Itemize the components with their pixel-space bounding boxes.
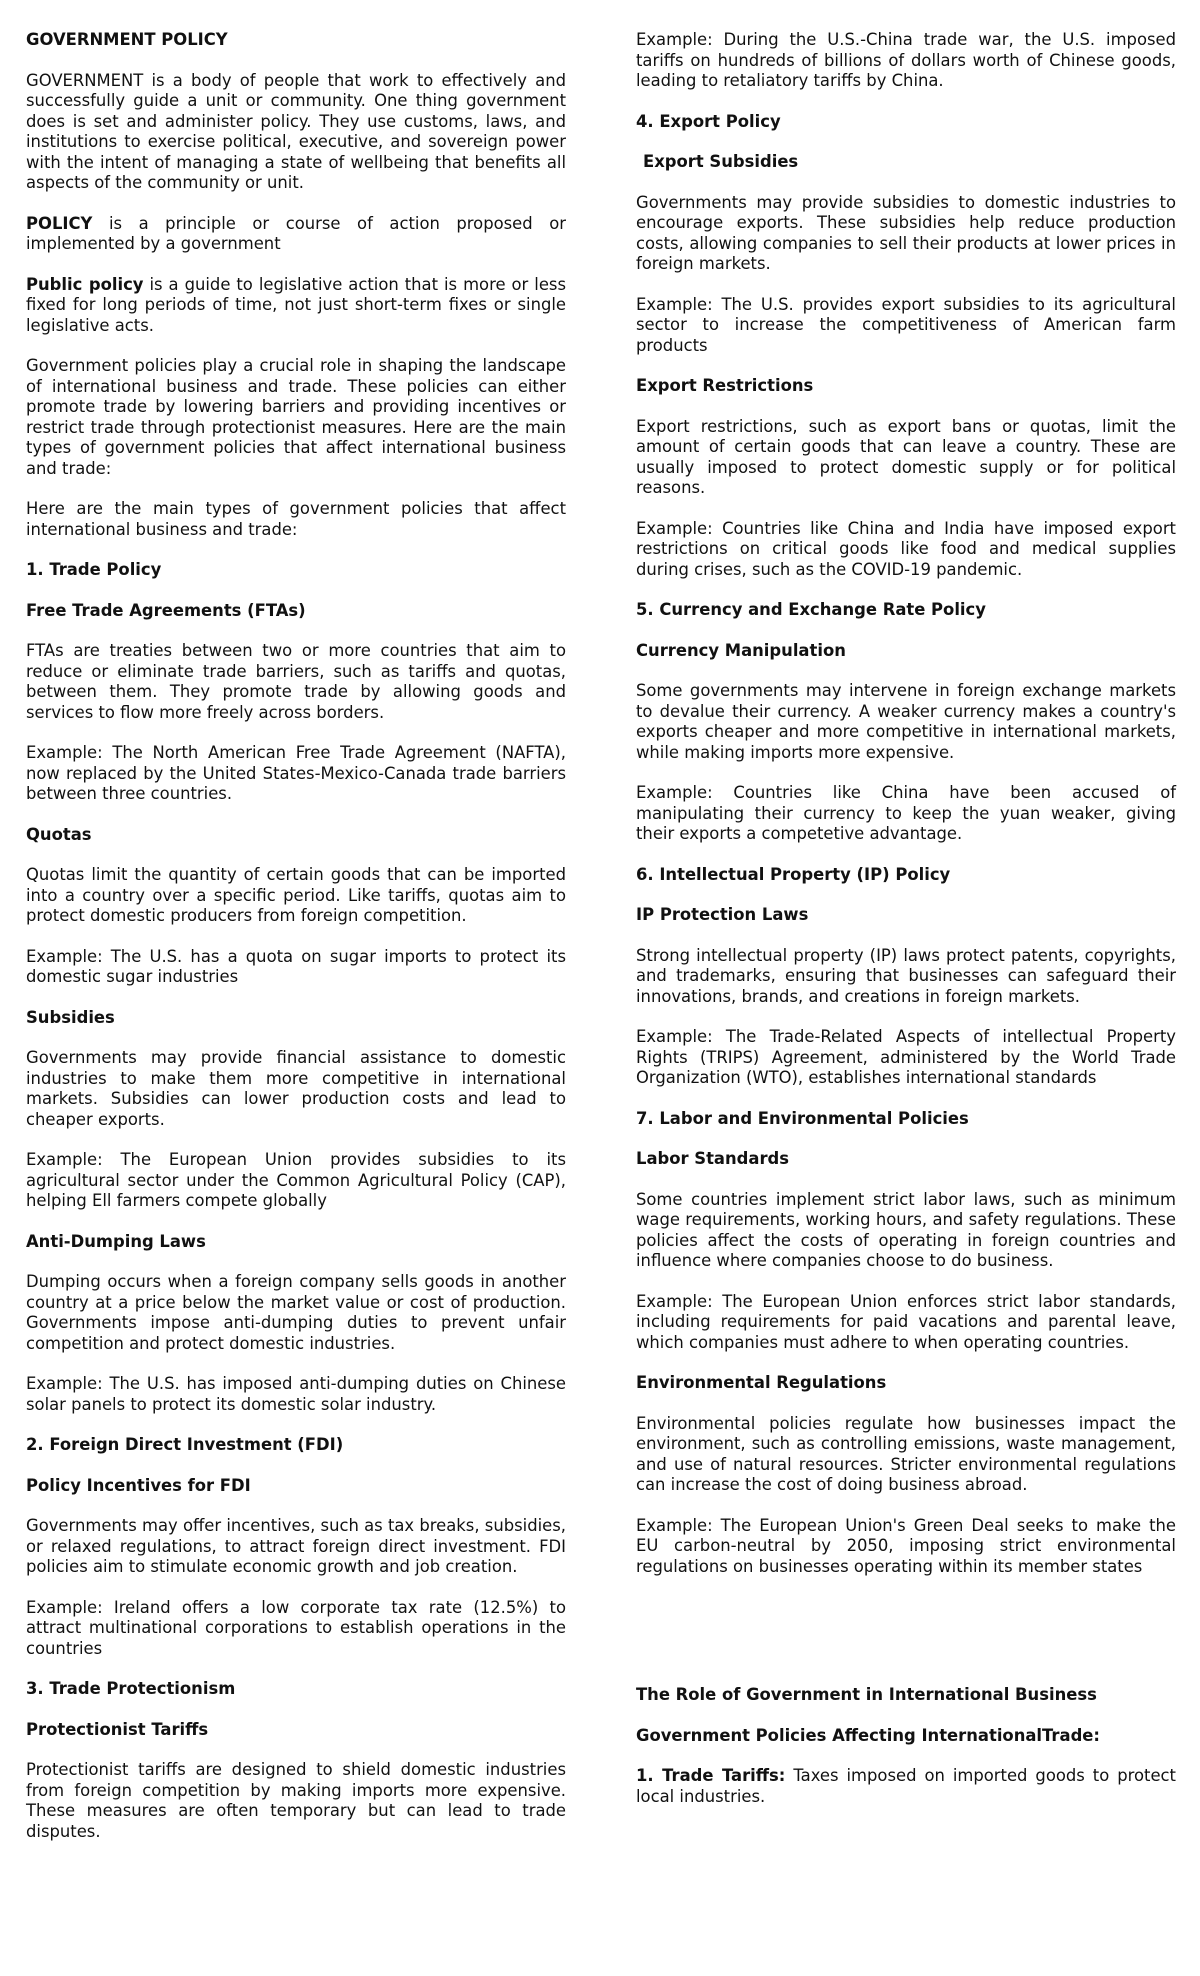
- public-policy-definition-text: is a guide to legislative action that is more or less fixed for long periods of time, not just short-term fixes or single legislative acts.: [26, 274, 566, 335]
- export-subsidies-body: Governments may provide subsidies to domestic industries to encourage exports. These subsidies help reduce production costs, allowing companies to sell their products at lower prices in foreign markets.: [636, 192, 1176, 273]
- section-heading-fdi: 2. Foreign Direct Investment (FDI): [26, 1435, 344, 1454]
- role-section: [636, 1685, 1176, 1807]
- subheading-ip-protection: IP Protection Laws: [636, 905, 809, 924]
- section-heading-role-of-government: The Role of Government in International Business: [636, 1685, 1097, 1704]
- quotas-example: Example: The U.S. has a quota on sugar imports to protect its domestic sugar industries: [26, 946, 566, 986]
- subheading-currency-manipulation: Currency Manipulation: [636, 640, 846, 660]
- fta-body: FTAs are treaties between two or more countries that aim to reduce or eliminate trade barriers, such as tariffs and quotas, between them. They promote trade by allowing goods and services to flow more freely across borders.: [26, 641, 566, 722]
- fta-example: Example: The North American Free Trade Agreement (NAFTA), now replaced by the United States-Mexico-Canada trade barriers between three countries.: [26, 743, 566, 803]
- subheading-subsidies: Subsidies: [26, 1007, 115, 1027]
- protectionist-tariffs-body: Protectionist tariffs are designed to shield domestic industries from foreign competition by making imports more expensive. These measures are often temporary but can lead to trade disputes.: [26, 1760, 566, 1841]
- environmental-example: Example: The European Union's Green Deal seeks to make the EU carbon-neutral by 2050, imposing strict environmental regulations on businesses operating within its member states: [636, 1515, 1176, 1576]
- subsidies-body: Governments may provide financial assistance to domestic industries to make them more competitive in international markets. Subsidies can lower production costs and lead to cheaper exports.: [26, 1048, 566, 1129]
- fdi-example: Example: Ireland offers a low corporate tax rate (12.5%) to attract multinational corporations to establish operations in the countries: [26, 1597, 566, 1658]
- subheading-labor-standards: Labor Standards: [636, 1149, 790, 1168]
- section-heading-currency-policy: 5. Currency and Exchange Rate Policy: [636, 600, 986, 619]
- right-column: [636, 30, 1176, 1827]
- labor-example: Example: The European Union enforces strict labor standards, including requirements for paid vacations and parental leave, which companies must adhere to when operating countries.: [636, 1291, 1176, 1352]
- public-policy-definition: [26, 275, 566, 337]
- trade-tariffs-item: [636, 1766, 1176, 1807]
- policy-term: POLICY: [26, 213, 93, 233]
- environmental-body: Environmental policies regulate how businesses impact the environment, such as controlling emissions, waste management, and use of natural resources. Stricter environmental regulations can increase the cost of doing business abroad.: [636, 1413, 1176, 1494]
- subheading-policies-affecting-trade: Government Policies Affecting InternationalTrade:: [636, 1725, 1100, 1745]
- overview-repeat-paragraph: Here are the main types of government policies that affect international business and trade:: [26, 499, 566, 539]
- subheading-fdi-incentives: Policy Incentives for FDI: [26, 1475, 251, 1495]
- quotas-body: Quotas limit the quantity of certain goods that can be imported into a country over a specific period. Like tariffs, quotas aim to protect domestic producers from foreign competition.: [26, 865, 566, 925]
- section-heading-ip-policy: 6. Intellectual Property (IP) Policy: [636, 864, 951, 884]
- ip-body: Strong intellectual property (IP) laws protect patents, copyrights, and trademarks, ensuring that businesses can safeguard their innovations, brands, and creations in foreign markets.: [636, 945, 1176, 1006]
- subheading-fta: Free Trade Agreements (FTAs): [26, 600, 306, 620]
- subheading-anti-dumping: Anti-Dumping Laws: [26, 1231, 206, 1251]
- trade-tariffs-term: 1. Trade Tariffs:: [636, 1766, 786, 1785]
- policy-definition-text: is a principle or course of action proposed or implemented by a government: [26, 213, 566, 253]
- anti-dumping-example: Example: The U.S. has imposed anti-dumping duties on Chinese solar panels to protect its domestic solar industry.: [26, 1374, 566, 1414]
- fdi-body: Governments may offer incentives, such as tax breaks, subsidies, or relaxed regulations, to attract foreign direct investment. FDI policies aim to stimulate economic growth and job creation.: [26, 1516, 566, 1576]
- overview-paragraph: Government policies play a crucial role in shaping the landscape of international business and trade. These policies can either promote trade by lowering barriers and providing incentives or restrict trade through protectionist measures. Here are the main types of government policies that affect international business and trade:: [26, 356, 566, 478]
- export-restrictions-body: Export restrictions, such as export bans or quotas, limit the amount of certain goods that can leave a country. These are usually imposed to protect domestic supply or for political reasons.: [636, 416, 1176, 497]
- subsidies-example: Example: The European Union provides subsidies to its agricultural sector under the Common Agricultural Policy (CAP), helping Ell farmers compete globally: [26, 1150, 566, 1210]
- subheading-quotas: Quotas: [26, 824, 92, 844]
- subheading-protectionist-tariffs: Protectionist Tariffs: [26, 1719, 209, 1739]
- section-heading-protectionism: 3. Trade Protectionism: [26, 1679, 236, 1698]
- section-heading-export-policy: 4. Export Policy: [636, 111, 781, 131]
- policy-definition: [26, 214, 566, 255]
- protectionist-tariffs-example: Example: During the U.S.-China trade war, the U.S. imposed tariffs on hundreds of billions of dollars worth of Chinese goods, leading to retaliatory tariffs by China.: [636, 30, 1176, 90]
- export-restrictions-example: Example: Countries like China and India have imposed export restrictions on critical goods like food and medical supplies during crises, such as the COVID-19 pandemic.: [636, 518, 1176, 579]
- left-column: [26, 30, 566, 1862]
- section-heading-trade-policy: 1. Trade Policy: [26, 560, 162, 579]
- export-subsidies-example: Example: The U.S. provides export subsidies to its agricultural sector to increase the competitiveness of American farm products: [636, 294, 1176, 355]
- subheading-environmental-regulations: Environmental Regulations: [636, 1373, 887, 1392]
- government-definition: GOVERNMENT is a body of people that work to effectively and successfully guide a unit or community. One thing government does is set and administer policy. They use customs, laws, and institutions to exercise political, executive, and sovereign power with the intent of managing a state of wellbeing that benefits all aspects of the community or unit.: [26, 70, 566, 192]
- ip-example: Example: The Trade-Related Aspects of intellectual Property Rights (TRIPS) Agreement, administered by the World Trade Organization (WTO), establishes international standards: [636, 1027, 1176, 1087]
- trade-tariffs-definition: Taxes imposed on imported goods to protect local industries.: [636, 1766, 1176, 1806]
- subheading-export-restrictions: Export Restrictions: [636, 376, 814, 395]
- subheading-export-subsidies: Export Subsidies: [643, 152, 799, 171]
- document-title: GOVERNMENT POLICY: [26, 30, 228, 49]
- currency-body: Some governments may intervene in foreign exchange markets to devalue their currency. A weaker currency makes a country's exports cheaper and more competitive in international markets, while making imports more expensive.: [636, 681, 1176, 762]
- section-heading-labor-environment: 7. Labor and Environmental Policies: [636, 1108, 969, 1128]
- anti-dumping-body: Dumping occurs when a foreign company sells goods in another country at a price below the market value or cost of production. Governments impose anti-dumping duties to prevent unfair competition and protect domestic industries.: [26, 1272, 566, 1353]
- currency-example: Example: Countries like China have been accused of manipulating their currency to keep the yuan weaker, giving their exports a competetive advantage.: [636, 783, 1176, 843]
- public-policy-term: Public policy: [26, 274, 144, 294]
- labor-body: Some countries implement strict labor laws, such as minimum wage requirements, working hours, and safety regulations. These policies affect the costs of operating in foreign countries and influence where companies choose to do business.: [636, 1189, 1176, 1270]
